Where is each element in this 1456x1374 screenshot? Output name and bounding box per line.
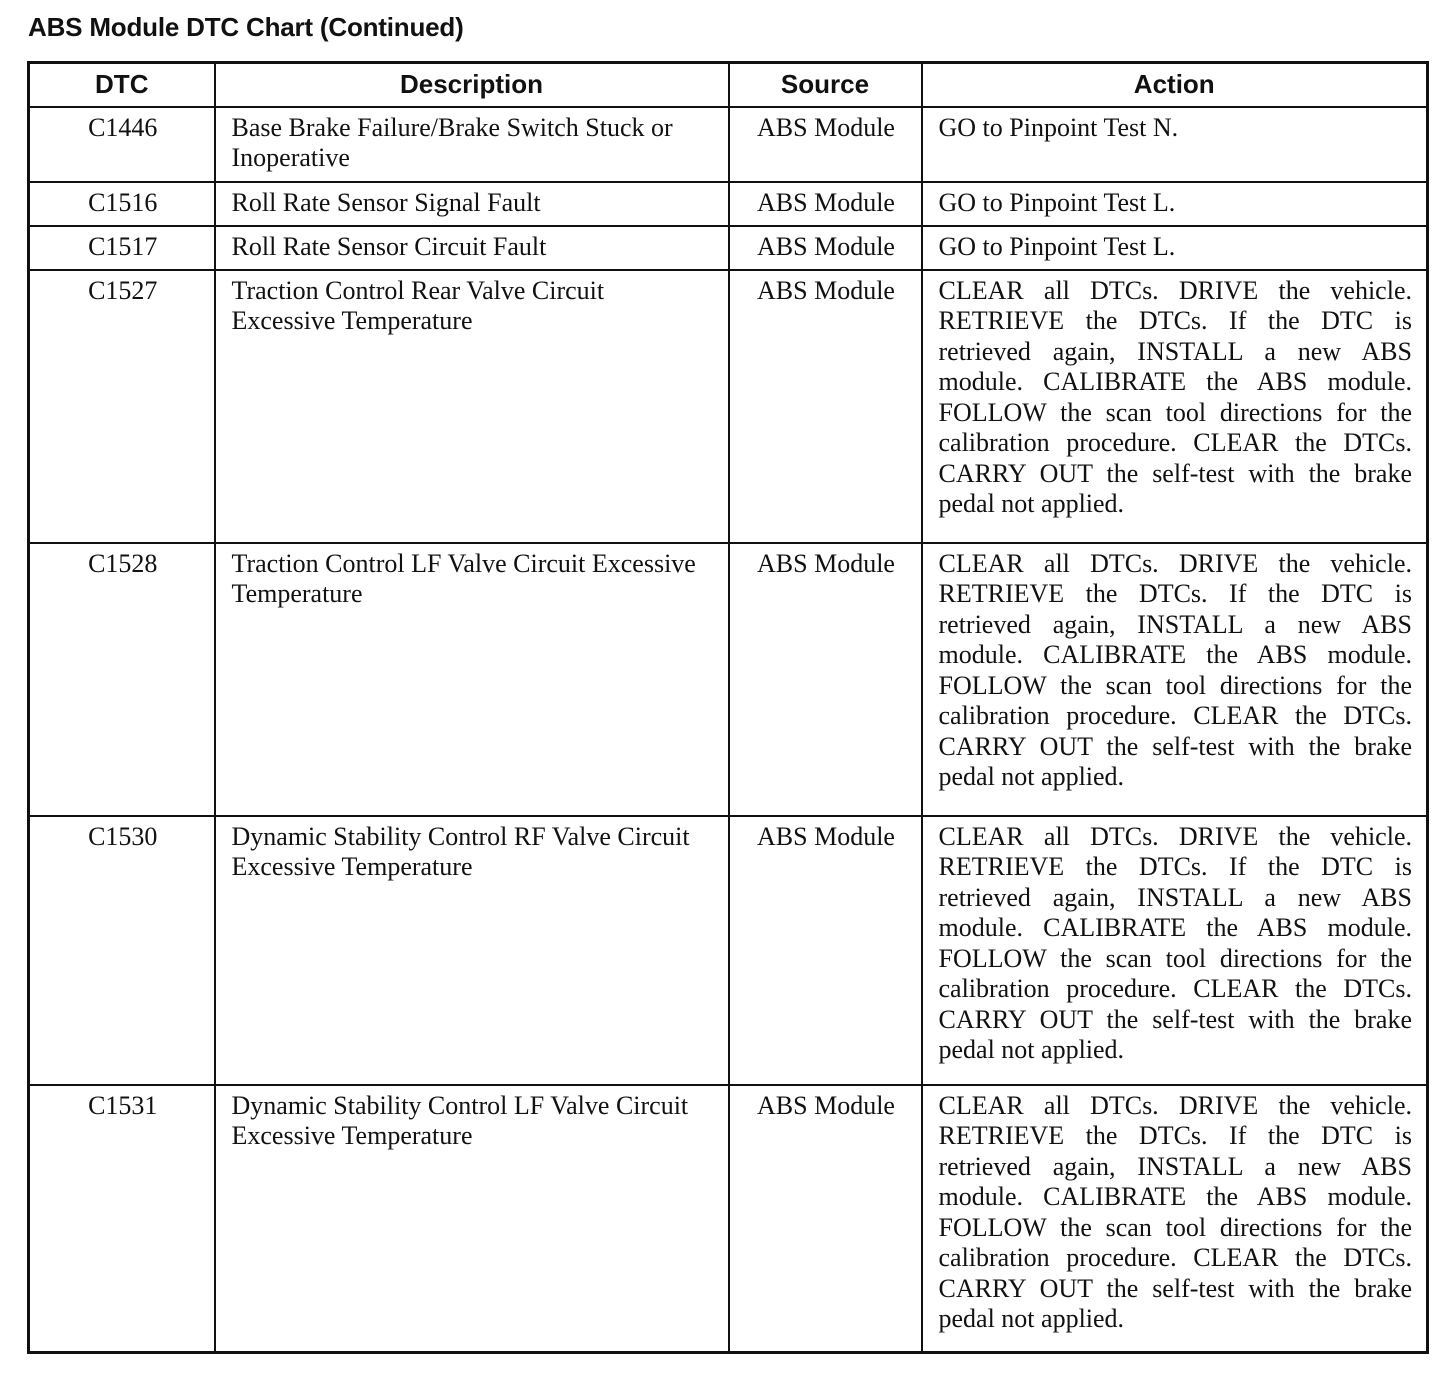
column-header-dtc: DTC xyxy=(29,63,215,107)
dtc-code: C1517 xyxy=(29,226,215,270)
dtc-code: C1531 xyxy=(29,1085,215,1353)
dtc-action: CLEAR all DTCs. DRIVE the vehicle. RETRIEVE the DTCs. If the DTC is retrieved again, INSTALL a new ABS module. CALIBRATE the ABS module. FOLLOW the scan tool directions for the calibration procedure. CLEAR the DTCs. CARRY OUT the self-test with the brake pedal not applied. xyxy=(922,543,1428,816)
dtc-source: ABS Module xyxy=(729,182,922,226)
dtc-action: GO to Pinpoint Test N. xyxy=(922,107,1428,182)
dtc-table xyxy=(27,61,1429,1354)
dtc-description: Base Brake Failure/Brake Switch Stuck or Inoperative xyxy=(215,107,729,182)
dtc-code: C1530 xyxy=(29,816,215,1085)
dtc-description: Roll Rate Sensor Signal Fault xyxy=(215,182,729,226)
table-row xyxy=(29,270,1428,543)
table-row xyxy=(29,226,1428,270)
table-row xyxy=(29,1085,1428,1353)
column-header-description: Description xyxy=(215,63,729,107)
dtc-action: GO to Pinpoint Test L. xyxy=(922,182,1428,226)
dtc-source: ABS Module xyxy=(729,270,922,543)
column-header-action: Action xyxy=(922,63,1428,107)
dtc-source: ABS Module xyxy=(729,226,922,270)
dtc-code: C1528 xyxy=(29,543,215,816)
dtc-description: Dynamic Stability Control RF Valve Circuit Excessive Temperature xyxy=(215,816,729,1085)
dtc-code: C1516 xyxy=(29,182,215,226)
dtc-action: CLEAR all DTCs. DRIVE the vehicle. RETRIEVE the DTCs. If the DTC is retrieved again, INSTALL a new ABS module. CALIBRATE the ABS module. FOLLOW the scan tool directions for the calibration procedure. CLEAR the DTCs. CARRY OUT the self-test with the brake pedal not applied. xyxy=(922,816,1428,1085)
page-title: ABS Module DTC Chart (Continued) xyxy=(28,12,464,42)
dtc-description: Dynamic Stability Control LF Valve Circuit Excessive Temperature xyxy=(215,1085,729,1353)
table-row xyxy=(29,182,1428,226)
dtc-description: Traction Control Rear Valve Circuit Excessive Temperature xyxy=(215,270,729,543)
dtc-source: ABS Module xyxy=(729,1085,922,1353)
dtc-action: CLEAR all DTCs. DRIVE the vehicle. RETRIEVE the DTCs. If the DTC is retrieved again, INSTALL a new ABS module. CALIBRATE the ABS module. FOLLOW the scan tool directions for the calibration procedure. CLEAR the DTCs. CARRY OUT the self-test with the brake pedal not applied. xyxy=(922,270,1428,543)
dtc-action: CLEAR all DTCs. DRIVE the vehicle. RETRIEVE the DTCs. If the DTC is retrieved again, INSTALL a new ABS module. CALIBRATE the ABS module. FOLLOW the scan tool directions for the calibration procedure. CLEAR the DTCs. CARRY OUT the self-test with the brake pedal not applied. xyxy=(922,1085,1428,1353)
table-row xyxy=(29,816,1428,1085)
dtc-source: ABS Module xyxy=(729,816,922,1085)
table-row xyxy=(29,107,1428,182)
dtc-code: C1527 xyxy=(29,270,215,543)
table-row xyxy=(29,543,1428,816)
dtc-code: C1446 xyxy=(29,107,215,182)
dtc-description: Roll Rate Sensor Circuit Fault xyxy=(215,226,729,270)
column-header-source: Source xyxy=(729,63,922,107)
dtc-source: ABS Module xyxy=(729,543,922,816)
table-header-row xyxy=(29,63,1428,107)
dtc-action: GO to Pinpoint Test L. xyxy=(922,226,1428,270)
dtc-description: Traction Control LF Valve Circuit Excessive Temperature xyxy=(215,543,729,816)
dtc-source: ABS Module xyxy=(729,107,922,182)
